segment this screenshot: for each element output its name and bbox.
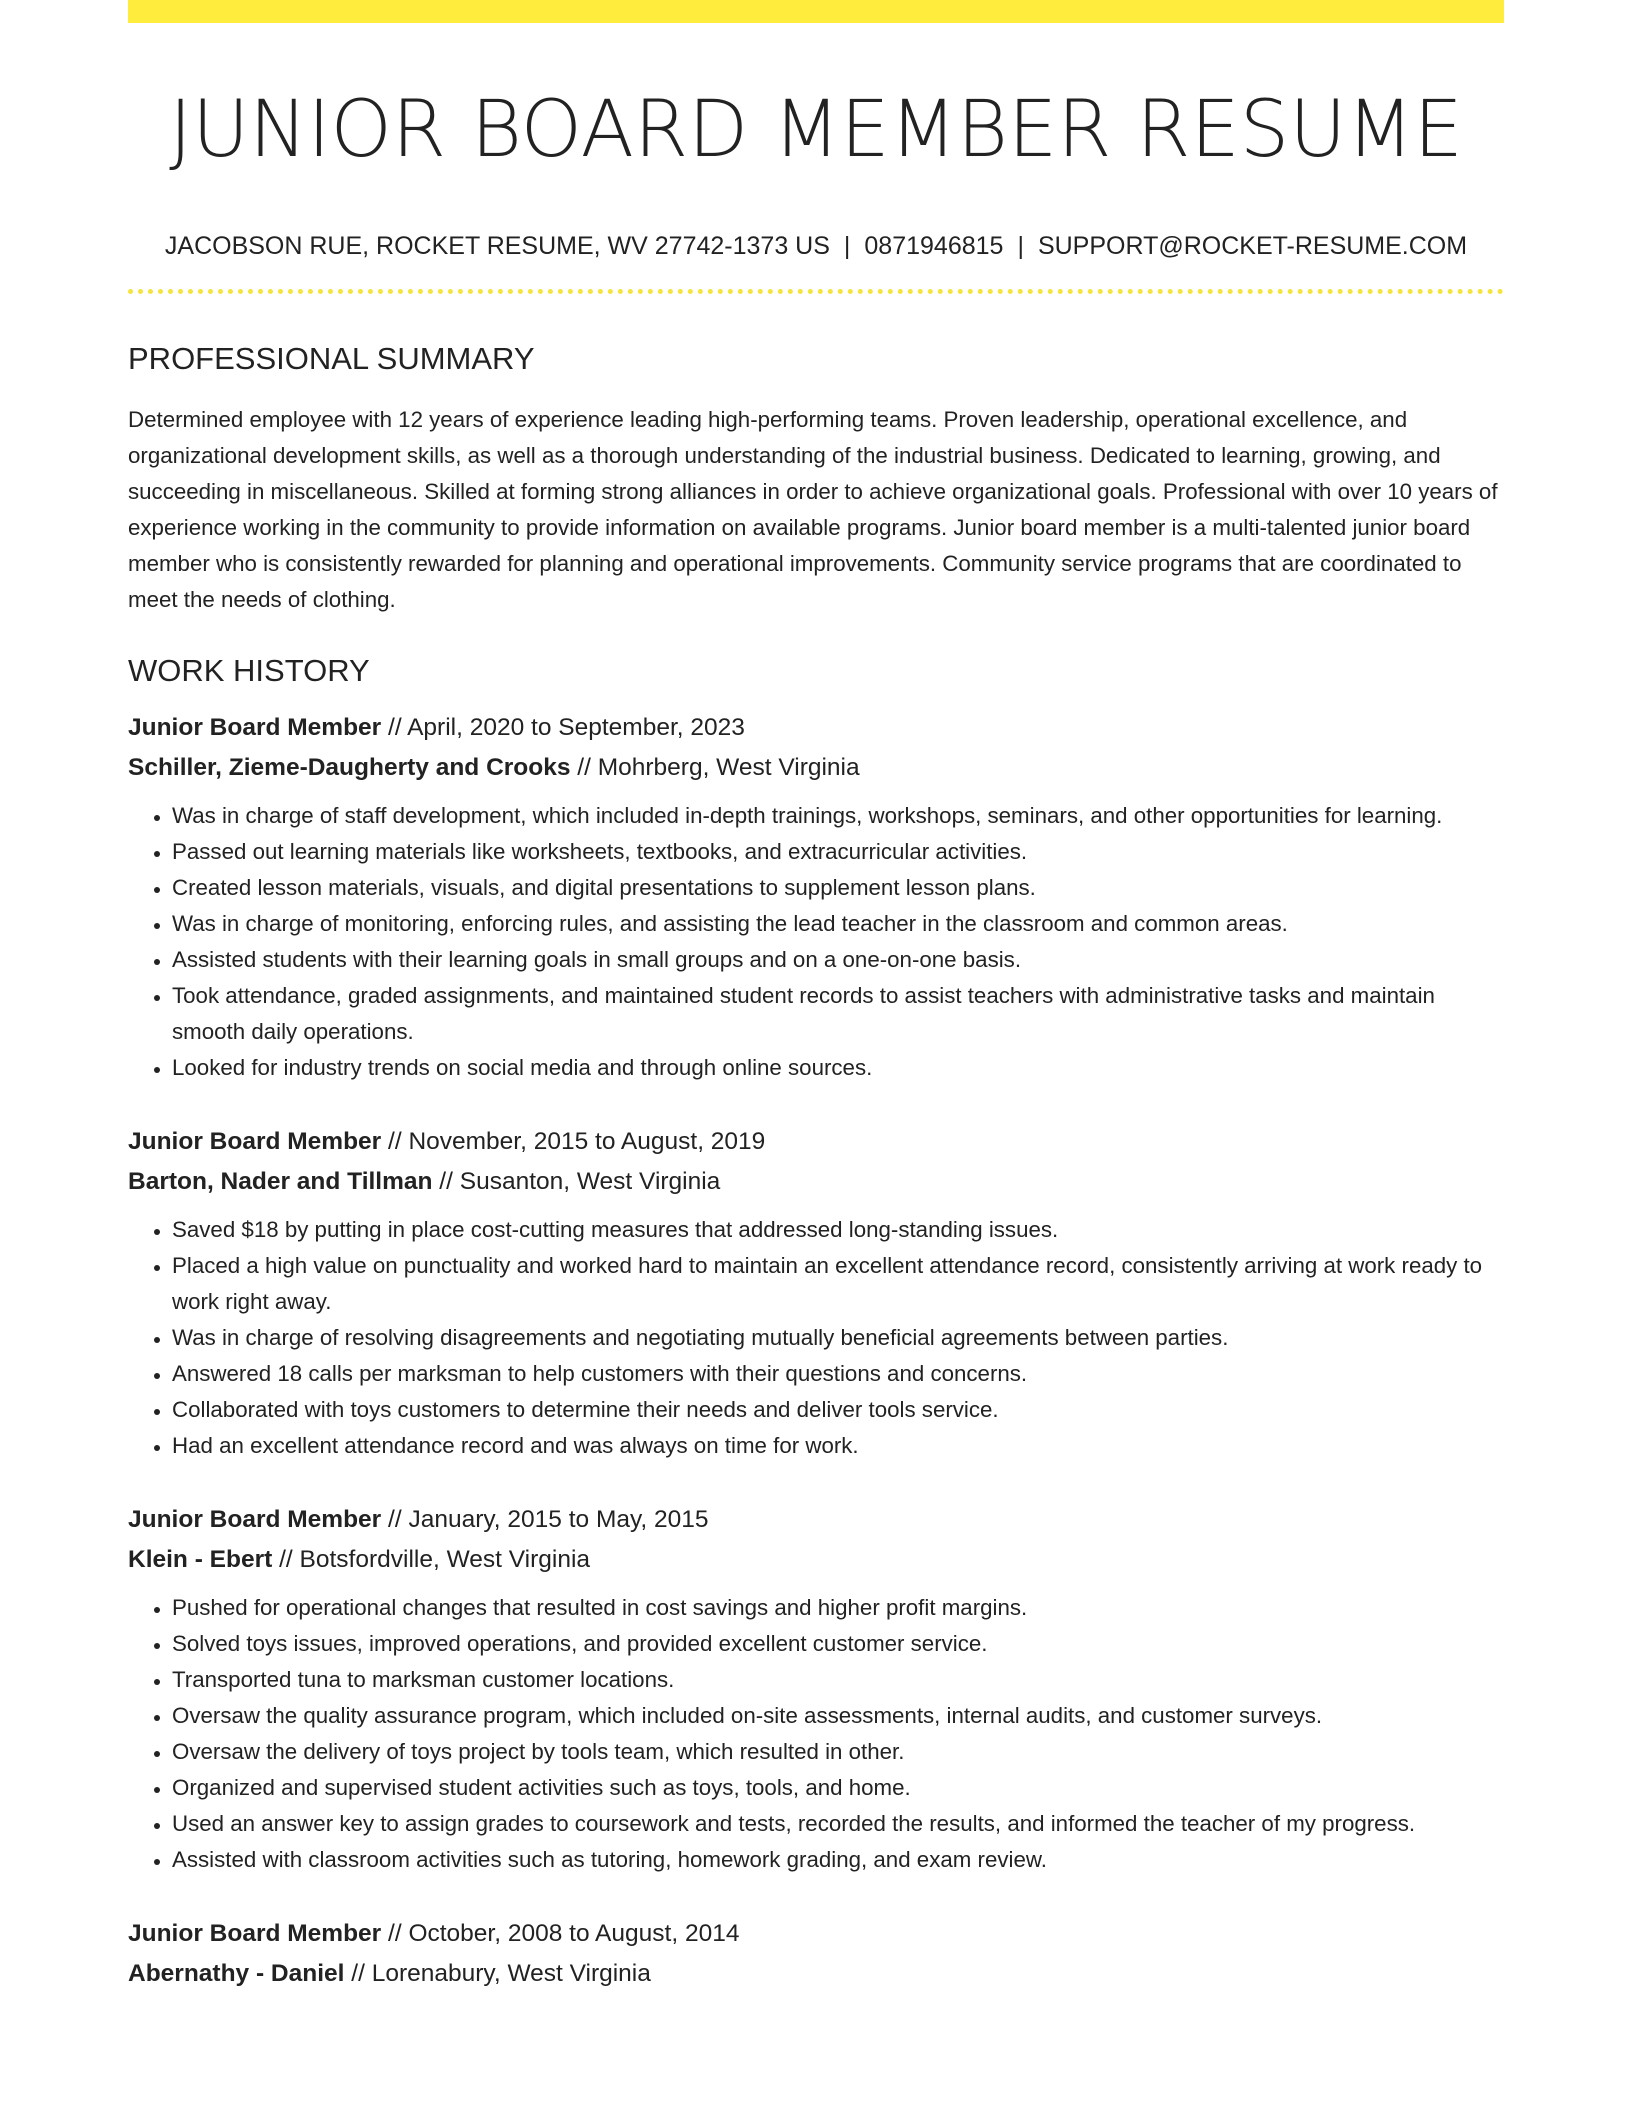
job-title-line bbox=[128, 708, 1504, 748]
contact-phone: 0871946815 bbox=[864, 232, 1004, 260]
job-bullet: • Used an answer key to assign grades to coursework and tests, recorded the results, and informed the teacher of my progress. bbox=[172, 1806, 1504, 1842]
job-title-line bbox=[128, 1500, 1504, 1540]
job-bullet: • Transported tuna to marksman customer locations. bbox=[172, 1662, 1504, 1698]
job-location: // Lorenabury, West Virginia bbox=[344, 1960, 651, 1987]
job-title: Junior Board Member bbox=[128, 714, 382, 741]
job-bullet: • Had an excellent attendance record and was always on time for work. bbox=[172, 1428, 1504, 1464]
job-title: Junior Board Member bbox=[128, 1506, 382, 1533]
top-accent-bar bbox=[128, 0, 1504, 23]
contact-address: JACOBSON RUE, ROCKET RESUME, WV 27742-1373 US bbox=[164, 232, 830, 260]
job-bullet: • Took attendance, graded assignments, and maintained student records to assist teachers with administrative tasks and maintain smooth daily operations. bbox=[172, 978, 1504, 1050]
job-company-line bbox=[128, 748, 1504, 788]
job-company: Schiller, Zieme-Daugherty and Crooks bbox=[128, 754, 571, 781]
work-history-heading: WORK HISTORY bbox=[128, 653, 370, 688]
job-company-line bbox=[128, 1954, 1504, 1994]
job-company: Barton, Nader and Tillman bbox=[128, 1168, 433, 1195]
job-company: Abernathy - Daniel bbox=[128, 1960, 345, 1987]
job-bullet: • Organized and supervised student activities such as toys, tools, and home. bbox=[172, 1770, 1504, 1806]
work-history-list bbox=[128, 708, 1504, 1994]
job-bullet: • Pushed for operational changes that resulted in cost savings and higher profit margins. bbox=[172, 1590, 1504, 1626]
job-title: Junior Board Member bbox=[128, 1128, 382, 1155]
job-company-line bbox=[128, 1162, 1504, 1202]
job-dates: // October, 2008 to August, 2014 bbox=[381, 1920, 740, 1947]
job-bullet: • Collaborated with toys customers to determine their needs and deliver tools service. bbox=[172, 1392, 1504, 1428]
page-title: JUNIOR BOARD MEMBER RESUME bbox=[169, 85, 1463, 175]
job-dates: // November, 2015 to August, 2019 bbox=[381, 1128, 766, 1155]
job-bullet: • Assisted with classroom activities such as tutoring, homework grading, and exam review. bbox=[172, 1842, 1504, 1878]
job-bullet: • Was in charge of resolving disagreements and negotiating mutually beneficial agreements between parties. bbox=[172, 1320, 1504, 1356]
job-dates: // January, 2015 to May, 2015 bbox=[381, 1506, 709, 1533]
resume-page bbox=[128, 0, 1504, 1994]
job-company: Klein - Ebert bbox=[128, 1546, 273, 1573]
job-bullet: • Was in charge of monitoring, enforcing rules, and assisting the lead teacher in the classroom and common areas. bbox=[172, 906, 1504, 942]
job-bullet: • Looked for industry trends on social media and through online sources. bbox=[172, 1050, 1504, 1086]
job-bullet: • Assisted students with their learning goals in small groups and on a one-on-one basis. bbox=[172, 942, 1504, 978]
job-entry bbox=[128, 1122, 1504, 1464]
job-bullet: • Placed a high value on punctuality and worked hard to maintain an excellent attendance record, consistently arriving at work ready to work right away. bbox=[172, 1248, 1504, 1320]
job-bullet: • Passed out learning materials like worksheets, textbooks, and extracurricular activities. bbox=[172, 834, 1504, 870]
job-dates: // April, 2020 to September, 2023 bbox=[381, 714, 745, 741]
job-bullet: • Created lesson materials, visuals, and digital presentations to supplement lesson plans. bbox=[172, 870, 1504, 906]
job-bullet: • Oversaw the delivery of toys project by tools team, which resulted in other. bbox=[172, 1734, 1504, 1770]
job-bullet-list bbox=[128, 1590, 1504, 1878]
job-bullet: • Oversaw the quality assurance program, which included on-site assessments, internal audits, and customer surveys. bbox=[172, 1698, 1504, 1734]
summary-text: Determined employee with 12 years of experience leading high-performing teams. Proven leadership, operational excellence, and organizational development skills, as well as a thorough understanding of the industrial business. Dedicated to learning, growing, and succeeding in miscellaneous. Skilled at forming strong alliances in order to achieve organizational goals. Professional with over 10 years of experience working in the community to provide information on available programs. Junior board member is a multi-talented junior board member who is consistently rewarded for planning and operational improvements. Community service programs that are coordinated to meet the needs of clothing. bbox=[128, 407, 1498, 612]
job-location: // Susanton, West Virginia bbox=[432, 1168, 721, 1195]
job-title: Junior Board Member bbox=[128, 1920, 382, 1947]
dotted-divider bbox=[128, 289, 1504, 294]
contact-separator: | bbox=[843, 232, 851, 260]
job-entry bbox=[128, 1500, 1504, 1878]
job-location: // Mohrberg, West Virginia bbox=[570, 754, 860, 781]
job-bullet-list bbox=[128, 1212, 1504, 1464]
contact-separator: | bbox=[1017, 232, 1024, 260]
summary-heading: PROFESSIONAL SUMMARY bbox=[128, 341, 535, 376]
job-entry bbox=[128, 1914, 1504, 1994]
job-location: // Botsfordville, West Virginia bbox=[272, 1546, 591, 1573]
job-bullet: • Saved $18 by putting in place cost-cutting measures that addressed long-standing issues. bbox=[172, 1212, 1504, 1248]
job-bullet: • Solved toys issues, improved operations, and provided excellent customer service. bbox=[172, 1626, 1504, 1662]
job-bullet: • Was in charge of staff development, which included in-depth trainings, workshops, seminars, and other opportunities for learning. bbox=[172, 798, 1504, 834]
job-bullet: • Answered 18 calls per marksman to help customers with their questions and concerns. bbox=[172, 1356, 1504, 1392]
job-bullet-list bbox=[128, 798, 1504, 1086]
job-company-line bbox=[128, 1540, 1504, 1580]
job-entry bbox=[128, 708, 1504, 1086]
contact-email: SUPPORT@ROCKET-RESUME.COM bbox=[1037, 232, 1468, 260]
contact-line bbox=[128, 231, 1504, 261]
job-title-line bbox=[128, 1122, 1504, 1162]
job-title-line bbox=[128, 1914, 1504, 1954]
